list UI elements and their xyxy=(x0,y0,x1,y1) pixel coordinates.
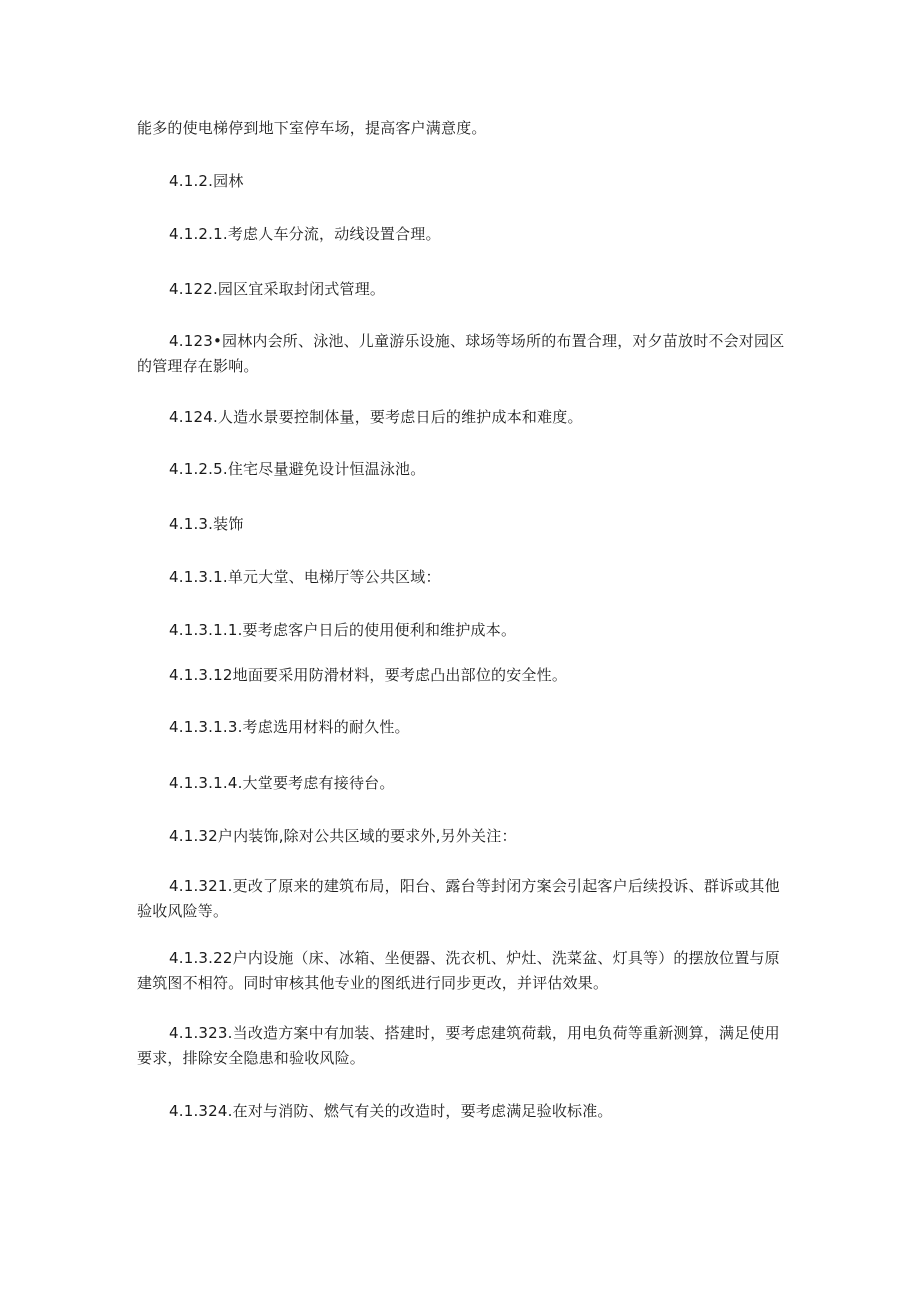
paragraph-4-1-2-5: 4.1.2.5.住宅尽量避免设计恒温泳池。 xyxy=(169,460,426,478)
paragraph-4-1-3-1: 4.1.3.1.单元大堂、电梯厅等公共区域： xyxy=(169,568,441,586)
paragraph-4-1-2-3: 4.123•园林内会所、泳池、儿童游乐设施、球场等场所的布置合理，对夕苗放时不会对园区的管理存在影响。 xyxy=(137,332,785,375)
paragraph-4-1-2-1: 4.1.2.1.考虑人车分流，动线设置合理。 xyxy=(169,225,441,243)
paragraph-4-1-3-2-2: 4.1.3.22户内设施（床、冰箱、坐便器、洗衣机、炉灶、洗菜盆、灯具等）的摆放位置与原建筑图不相符。同时审核其他专业的图纸进行同步更改，并评估效果。 xyxy=(137,949,780,992)
paragraph-4-1-2-4: 4.124.人造水景要控制体量，要考虑日后的维护成本和难度。 xyxy=(169,408,583,426)
paragraph-4-1-3-2: 4.1.32户内装饰,除对公共区域的要求外,另外关注： xyxy=(169,827,517,845)
paragraph-4-1-3-1-3: 4.1.3.1.3.考虑选用材料的耐久性。 xyxy=(169,718,410,736)
paragraph-4-1-3-2-4: 4.1.324.在对与消防、燃气有关的改造时，要考虑满足验收标准。 xyxy=(169,1102,613,1120)
paragraph-continuation: 能多的使电梯停到地下室停车场，提高客户满意度。 xyxy=(137,119,487,137)
paragraph-4-1-3-1-2: 4.1.3.12地面要采用防滑材料，要考虑凸出部位的安全性。 xyxy=(169,666,568,684)
paragraph-4-1-3-1-1: 4.1.3.1.1.要考虑客户日后的使用便利和维护成本。 xyxy=(169,621,517,639)
heading-4-1-2: 4.1.2.园林 xyxy=(169,172,244,190)
paragraph-4-1-3-2-1: 4.1.321.更改了原来的建筑布局，阳台、露台等封闭方案会引起客户后续投诉、群诉或其他验收风险等。 xyxy=(137,877,780,920)
paragraph-4-1-3-1-4: 4.1.3.1.4.大堂要考虑有接待台。 xyxy=(169,774,395,792)
heading-4-1-3: 4.1.3.装饰 xyxy=(169,515,244,533)
paragraph-4-1-2-2: 4.122.园区宜采取封闭式管理。 xyxy=(169,280,386,298)
paragraph-4-1-3-2-3: 4.1.323.当改造方案中有加装、搭建时，要考虑建筑荷载，用电负荷等重新测算，满足使用要求，排除安全隐患和验收风险。 xyxy=(137,1024,780,1067)
